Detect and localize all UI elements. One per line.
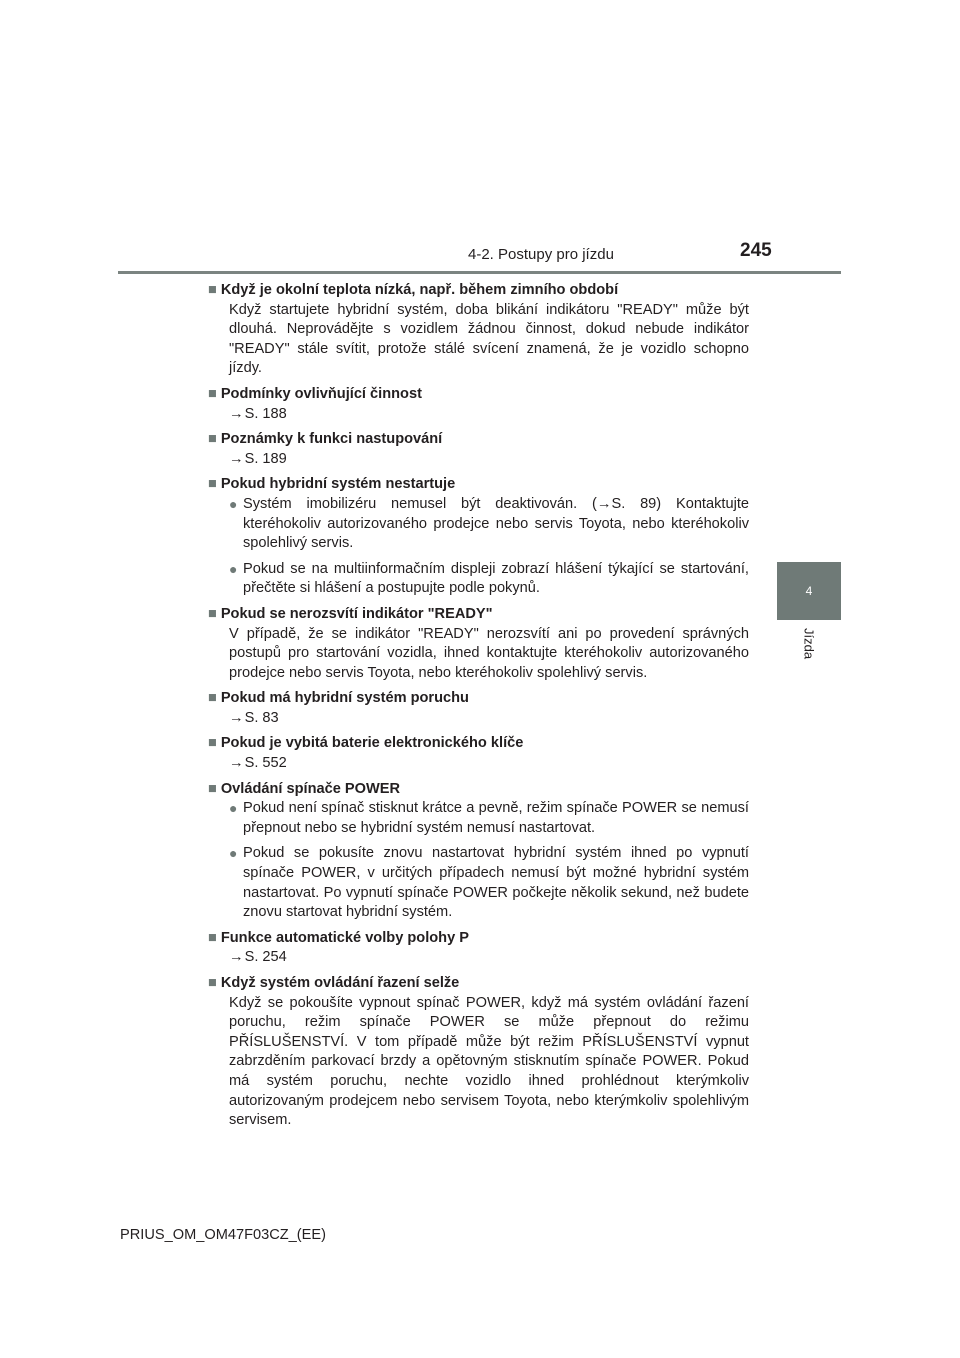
section	[208, 974, 749, 1131]
document-code: PRIUS_OM_OM47F03CZ_(EE)	[120, 1227, 326, 1243]
square-bullet-icon: ■	[208, 431, 217, 448]
chapter-tab	[777, 562, 841, 620]
square-bullet-icon: ■	[208, 929, 217, 946]
square-bullet-icon: ■	[208, 975, 217, 991]
arrow-right-icon: →	[229, 450, 244, 467]
header-divider	[118, 271, 841, 274]
section	[208, 430, 749, 469]
page-number: 245	[740, 240, 772, 261]
section	[208, 689, 749, 728]
list-item: ● Pokud se pokusíte znovu nastartovat hybridní systém ihned po vypnutí spínače POWER, v určitých případech nemusí být možné hybridní systém nastartovat. Po vypnutí spínače POWER počkejte několik sekund, než budete znovu startovat hybridní systém.	[208, 844, 749, 922]
page-reference: →S. 552	[229, 755, 287, 772]
square-bullet-icon: ■	[208, 780, 217, 797]
page-reference: →S. 254	[229, 949, 287, 966]
square-bullet-icon: ■	[208, 476, 217, 493]
list-item: ● Pokud není spínač stisknut krátce a pevně, režim spínače POWER se nemusí přepnout nebo se hybridní systém nemusí nastartovat.	[208, 799, 749, 838]
chapter-number: 4	[805, 584, 813, 598]
section	[208, 605, 749, 683]
section-body: Když startujete hybridní systém, doba blikání indikátoru "READY" může být dlouhá. Neprovádějte s vozidlem žádnou činnost, dokud nebude indikátor "READY" stále svítit, protože stálé svícení znamená, že je vozidlo schopno jízdy.	[229, 301, 749, 377]
running-header-section: 4-2. Postupy pro jízdu	[468, 246, 614, 263]
section-title: ■ Ovládání spínače POWER	[208, 780, 749, 800]
section-title: ■ Funkce automatické volby polohy P	[208, 929, 749, 949]
circle-bullet-icon: ●	[229, 800, 238, 817]
section-body: V případě, že se indikátor "READY" nerozsvítí ani po provedení správných postupů pro startování vozidla, ihned kontaktujte kteréhokoliv autorizovaného prodejce nebo servis Toyota, nebo kteréhokoliv spolehlivý servis.	[229, 625, 749, 681]
section-title: ■ Pokud je vybitá baterie elektronického klíče	[208, 734, 749, 754]
section-title: ■ Pokud se nerozsvítí indikátor "READY"	[208, 605, 749, 625]
square-bullet-icon: ■	[208, 385, 217, 402]
section-title: ■ Pokud má hybridní systém poruchu	[208, 689, 749, 709]
section	[208, 780, 749, 923]
section-title: ■ Poznámky k funkci nastupování	[208, 430, 749, 450]
page-reference: →S. 188	[229, 405, 287, 422]
square-bullet-icon: ■	[208, 690, 217, 707]
section-title: ■ Když systém ovládání řazení selže	[208, 974, 749, 994]
circle-bullet-icon: ●	[229, 560, 238, 577]
square-bullet-icon: ■	[208, 735, 217, 752]
arrow-right-icon: →	[229, 755, 244, 772]
section	[208, 929, 749, 968]
square-bullet-icon: ■	[208, 605, 217, 622]
page-reference: →S. 83	[229, 709, 279, 726]
section-title: ■ Podmínky ovlivňující činnost	[208, 385, 749, 405]
chapter-label: Jízda	[801, 628, 817, 660]
list-item: ● Systém imobilizéru nemusel být deaktivován. (→S. 89) Kontaktujte kteréhokoliv autorizovaného prodejce nebo servis Toyota, nebo kteréhokoliv spolehlivý servis.	[208, 495, 749, 554]
section	[208, 385, 749, 424]
arrow-right-icon: →	[229, 709, 244, 726]
section-body: Když se pokoušíte vypnout spínač POWER, když má systém ovládání řazení poruchu, režim spínače POWER se může přepnout do režimu PŘÍSLUŠENSTVÍ. V tom případě může být režim PŘÍSLUŠENSTVÍ vypnut zabrzděním parkovací brzdy a opětovným stisknutím spínače POWER. Pokud má systém poruchu, nechte vozidlo ihned prohlédnout kterýmkoliv autorizovaným prodejcem nebo servisem Toyota, nebo kterýmkoliv spolehlivým servisem.	[229, 994, 749, 1129]
page-content	[208, 281, 749, 1137]
section	[208, 734, 749, 773]
arrow-right-icon: →	[229, 949, 244, 966]
chapter-side-label	[777, 628, 841, 659]
arrow-right-icon: →	[229, 405, 244, 422]
page-reference: →S. 189	[229, 450, 287, 467]
section	[208, 281, 749, 379]
section-title: ■ Když je okolní teplota nízká, např. během zimního období	[208, 281, 749, 301]
section-title: ■ Pokud hybridní systém nestartuje	[208, 475, 749, 495]
square-bullet-icon: ■	[208, 282, 217, 298]
list-item: ● Pokud se na multiinformačním displeji zobrazí hlášení týkající se startování, přečtěte si hlášení a postupujte podle pokynů.	[208, 560, 749, 599]
circle-bullet-icon: ●	[229, 495, 238, 512]
circle-bullet-icon: ●	[229, 845, 238, 862]
section	[208, 475, 749, 599]
